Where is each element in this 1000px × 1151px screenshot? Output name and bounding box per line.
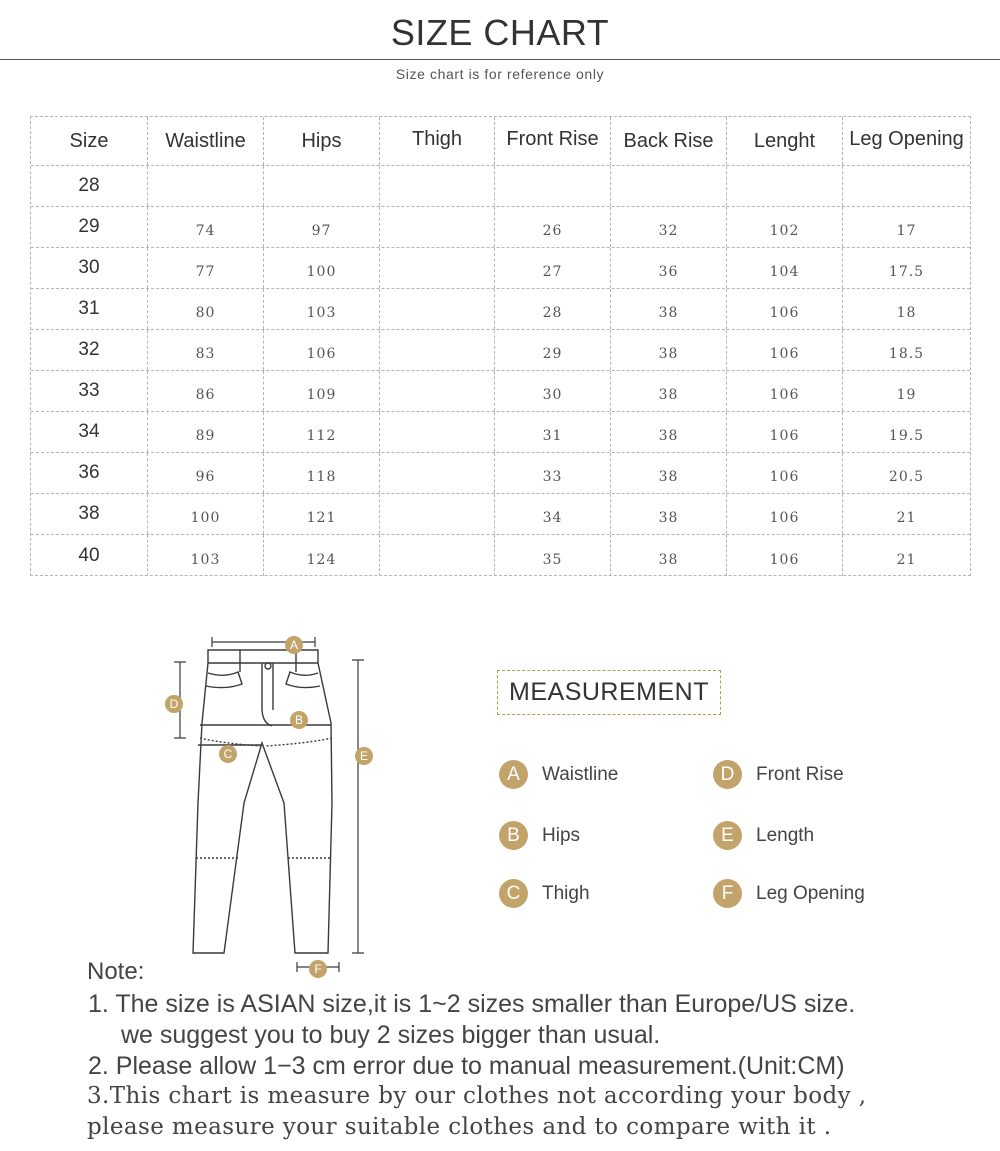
size-cell: 34 bbox=[31, 412, 148, 452]
value-cell bbox=[264, 166, 380, 206]
note-line-1: 1. The size is ASIAN size,it is 1~2 sizes smaller than Europe/US size. bbox=[88, 990, 856, 1018]
column-header: Thigh bbox=[380, 117, 495, 165]
table-row bbox=[31, 494, 970, 535]
value-cell bbox=[380, 535, 495, 576]
value-cell bbox=[148, 166, 264, 206]
value-cell bbox=[843, 166, 970, 206]
value-cell bbox=[380, 207, 495, 247]
size-cell: 28 bbox=[31, 166, 148, 206]
value-cell: 34 bbox=[495, 494, 611, 534]
value-cell: 38 bbox=[611, 412, 727, 452]
page-subtitle: Size chart is for reference only bbox=[395, 66, 605, 82]
table-row bbox=[31, 453, 970, 494]
value-cell: 106 bbox=[727, 535, 843, 576]
value-cell: 80 bbox=[148, 289, 264, 329]
legend-item-leg-opening bbox=[713, 879, 865, 908]
value-cell: 74 bbox=[148, 207, 264, 247]
legend-label: Thigh bbox=[542, 882, 590, 904]
column-header: Leg Opening bbox=[849, 127, 964, 150]
value-cell bbox=[380, 166, 495, 206]
value-cell bbox=[380, 248, 495, 288]
value-cell: 97 bbox=[264, 207, 380, 247]
value-cell: 29 bbox=[495, 330, 611, 370]
value-cell: 20.5 bbox=[888, 469, 925, 485]
column-header: Front Rise bbox=[495, 117, 611, 165]
letter-c-icon: C bbox=[499, 879, 528, 908]
value-cell: 104 bbox=[727, 248, 843, 288]
note-line-3b: please measure your suitable clothes and to compare with it . bbox=[87, 1114, 832, 1140]
value-cell: 30 bbox=[495, 371, 611, 411]
note-line-2: 2. Please allow 1−3 cm error due to manual measurement.(Unit:CM) bbox=[88, 1052, 845, 1080]
value-cell: 112 bbox=[264, 412, 380, 452]
value-cell: 106 bbox=[727, 412, 843, 452]
table-header-row bbox=[31, 117, 970, 166]
value-cell bbox=[380, 330, 495, 370]
value-cell bbox=[495, 166, 611, 206]
title-divider bbox=[0, 59, 1000, 60]
badge-d-icon: D bbox=[165, 695, 183, 713]
badge-e-icon: E bbox=[355, 747, 373, 765]
value-cell: 21 bbox=[896, 551, 917, 568]
table-row bbox=[31, 289, 970, 330]
value-cell bbox=[380, 289, 495, 329]
value-cell: 33 bbox=[495, 453, 611, 493]
value-cell: 28 bbox=[495, 289, 611, 329]
value-cell: 27 bbox=[495, 248, 611, 288]
letter-f-icon: F bbox=[713, 879, 742, 908]
legend-label: Length bbox=[756, 824, 815, 846]
value-cell: 121 bbox=[264, 494, 380, 534]
value-cell: 36 bbox=[611, 248, 727, 288]
pants-diagram bbox=[160, 628, 380, 978]
value-cell: 18 bbox=[896, 305, 917, 321]
value-cell: 106 bbox=[727, 371, 843, 411]
badge-c-icon: C bbox=[219, 745, 237, 763]
badge-b-icon: B bbox=[290, 711, 308, 729]
value-cell: 38 bbox=[611, 289, 727, 329]
size-cell: 38 bbox=[31, 494, 148, 534]
value-cell bbox=[380, 371, 495, 411]
column-header: Waistline bbox=[148, 117, 264, 165]
value-cell: 38 bbox=[611, 330, 727, 370]
legend-item-hips bbox=[499, 821, 580, 850]
letter-d-icon: D bbox=[713, 760, 742, 789]
column-header: Lenght bbox=[727, 117, 843, 165]
badge-a-icon: A bbox=[285, 636, 303, 654]
value-cell: 19.5 bbox=[888, 428, 925, 444]
letter-b-icon: B bbox=[499, 821, 528, 850]
size-cell: 33 bbox=[31, 371, 148, 411]
value-cell: 118 bbox=[264, 453, 380, 493]
size-cell: 36 bbox=[31, 453, 148, 493]
value-cell bbox=[380, 494, 495, 534]
legend-label: Front Rise bbox=[756, 763, 844, 785]
size-cell: 32 bbox=[31, 330, 148, 370]
table-row bbox=[31, 535, 970, 576]
value-cell: 124 bbox=[264, 535, 380, 576]
value-cell bbox=[727, 166, 843, 206]
value-cell bbox=[380, 453, 495, 493]
value-cell: 86 bbox=[148, 371, 264, 411]
value-cell: 35 bbox=[495, 535, 611, 576]
value-cell: 103 bbox=[148, 535, 264, 576]
value-cell: 109 bbox=[264, 371, 380, 411]
value-cell: 38 bbox=[611, 494, 727, 534]
value-cell: 96 bbox=[148, 453, 264, 493]
value-cell: 100 bbox=[148, 494, 264, 534]
value-cell: 26 bbox=[495, 207, 611, 247]
value-cell: 21 bbox=[896, 510, 917, 526]
legend-label: Waistline bbox=[542, 763, 619, 785]
letter-a-icon: A bbox=[499, 760, 528, 789]
legend-item-front-rise bbox=[713, 760, 844, 789]
page-title: SIZE CHART bbox=[390, 12, 610, 53]
measurement-title: MEASUREMENT bbox=[497, 670, 721, 715]
size-cell: 40 bbox=[31, 535, 148, 576]
column-header: Hips bbox=[264, 117, 380, 165]
legend-item-thigh bbox=[499, 879, 590, 908]
value-cell: 38 bbox=[611, 535, 727, 576]
column-header: Back Rise bbox=[611, 117, 727, 165]
value-cell: 83 bbox=[148, 330, 264, 370]
value-cell: 102 bbox=[727, 207, 843, 247]
note-line-1b: we suggest you to buy 2 sizes bigger than usual. bbox=[121, 1021, 661, 1049]
size-cell: 30 bbox=[31, 248, 148, 288]
legend-label: Leg Opening bbox=[756, 882, 865, 904]
value-cell bbox=[380, 412, 495, 452]
legend-label: Hips bbox=[542, 824, 581, 846]
table-row bbox=[31, 371, 970, 412]
column-header: Size bbox=[31, 117, 148, 165]
legend-item-length bbox=[713, 821, 814, 850]
value-cell: 100 bbox=[264, 248, 380, 288]
size-cell: 31 bbox=[31, 289, 148, 329]
value-cell: 18.5 bbox=[888, 346, 925, 362]
value-cell: 106 bbox=[727, 494, 843, 534]
value-cell: 38 bbox=[611, 453, 727, 493]
value-cell: 38 bbox=[611, 371, 727, 411]
value-cell: 77 bbox=[148, 248, 264, 288]
badge-f-icon: F bbox=[309, 960, 327, 978]
value-cell: 106 bbox=[727, 330, 843, 370]
pants-outline-icon bbox=[160, 628, 380, 978]
value-cell: 106 bbox=[727, 453, 843, 493]
table-row bbox=[31, 166, 970, 207]
value-cell bbox=[611, 166, 727, 206]
size-cell: 29 bbox=[31, 207, 148, 247]
table-row bbox=[31, 330, 970, 371]
value-cell: 19 bbox=[896, 387, 917, 403]
letter-e-icon: E bbox=[713, 821, 742, 850]
table-row bbox=[31, 412, 970, 453]
value-cell: 106 bbox=[727, 289, 843, 329]
value-cell: 17 bbox=[896, 223, 917, 239]
value-cell: 106 bbox=[264, 330, 380, 370]
legend-item-waistline bbox=[499, 760, 618, 789]
value-cell: 89 bbox=[148, 412, 264, 452]
value-cell: 17.5 bbox=[888, 264, 925, 280]
table-row bbox=[31, 207, 970, 248]
size-table bbox=[30, 116, 971, 576]
value-cell: 31 bbox=[495, 412, 611, 452]
table-row bbox=[31, 248, 970, 289]
value-cell: 103 bbox=[264, 289, 380, 329]
value-cell: 32 bbox=[611, 207, 727, 247]
note-title: Note: bbox=[87, 958, 145, 985]
note-line-3: 3.This chart is measure by our clothes not according your body , bbox=[87, 1083, 867, 1109]
